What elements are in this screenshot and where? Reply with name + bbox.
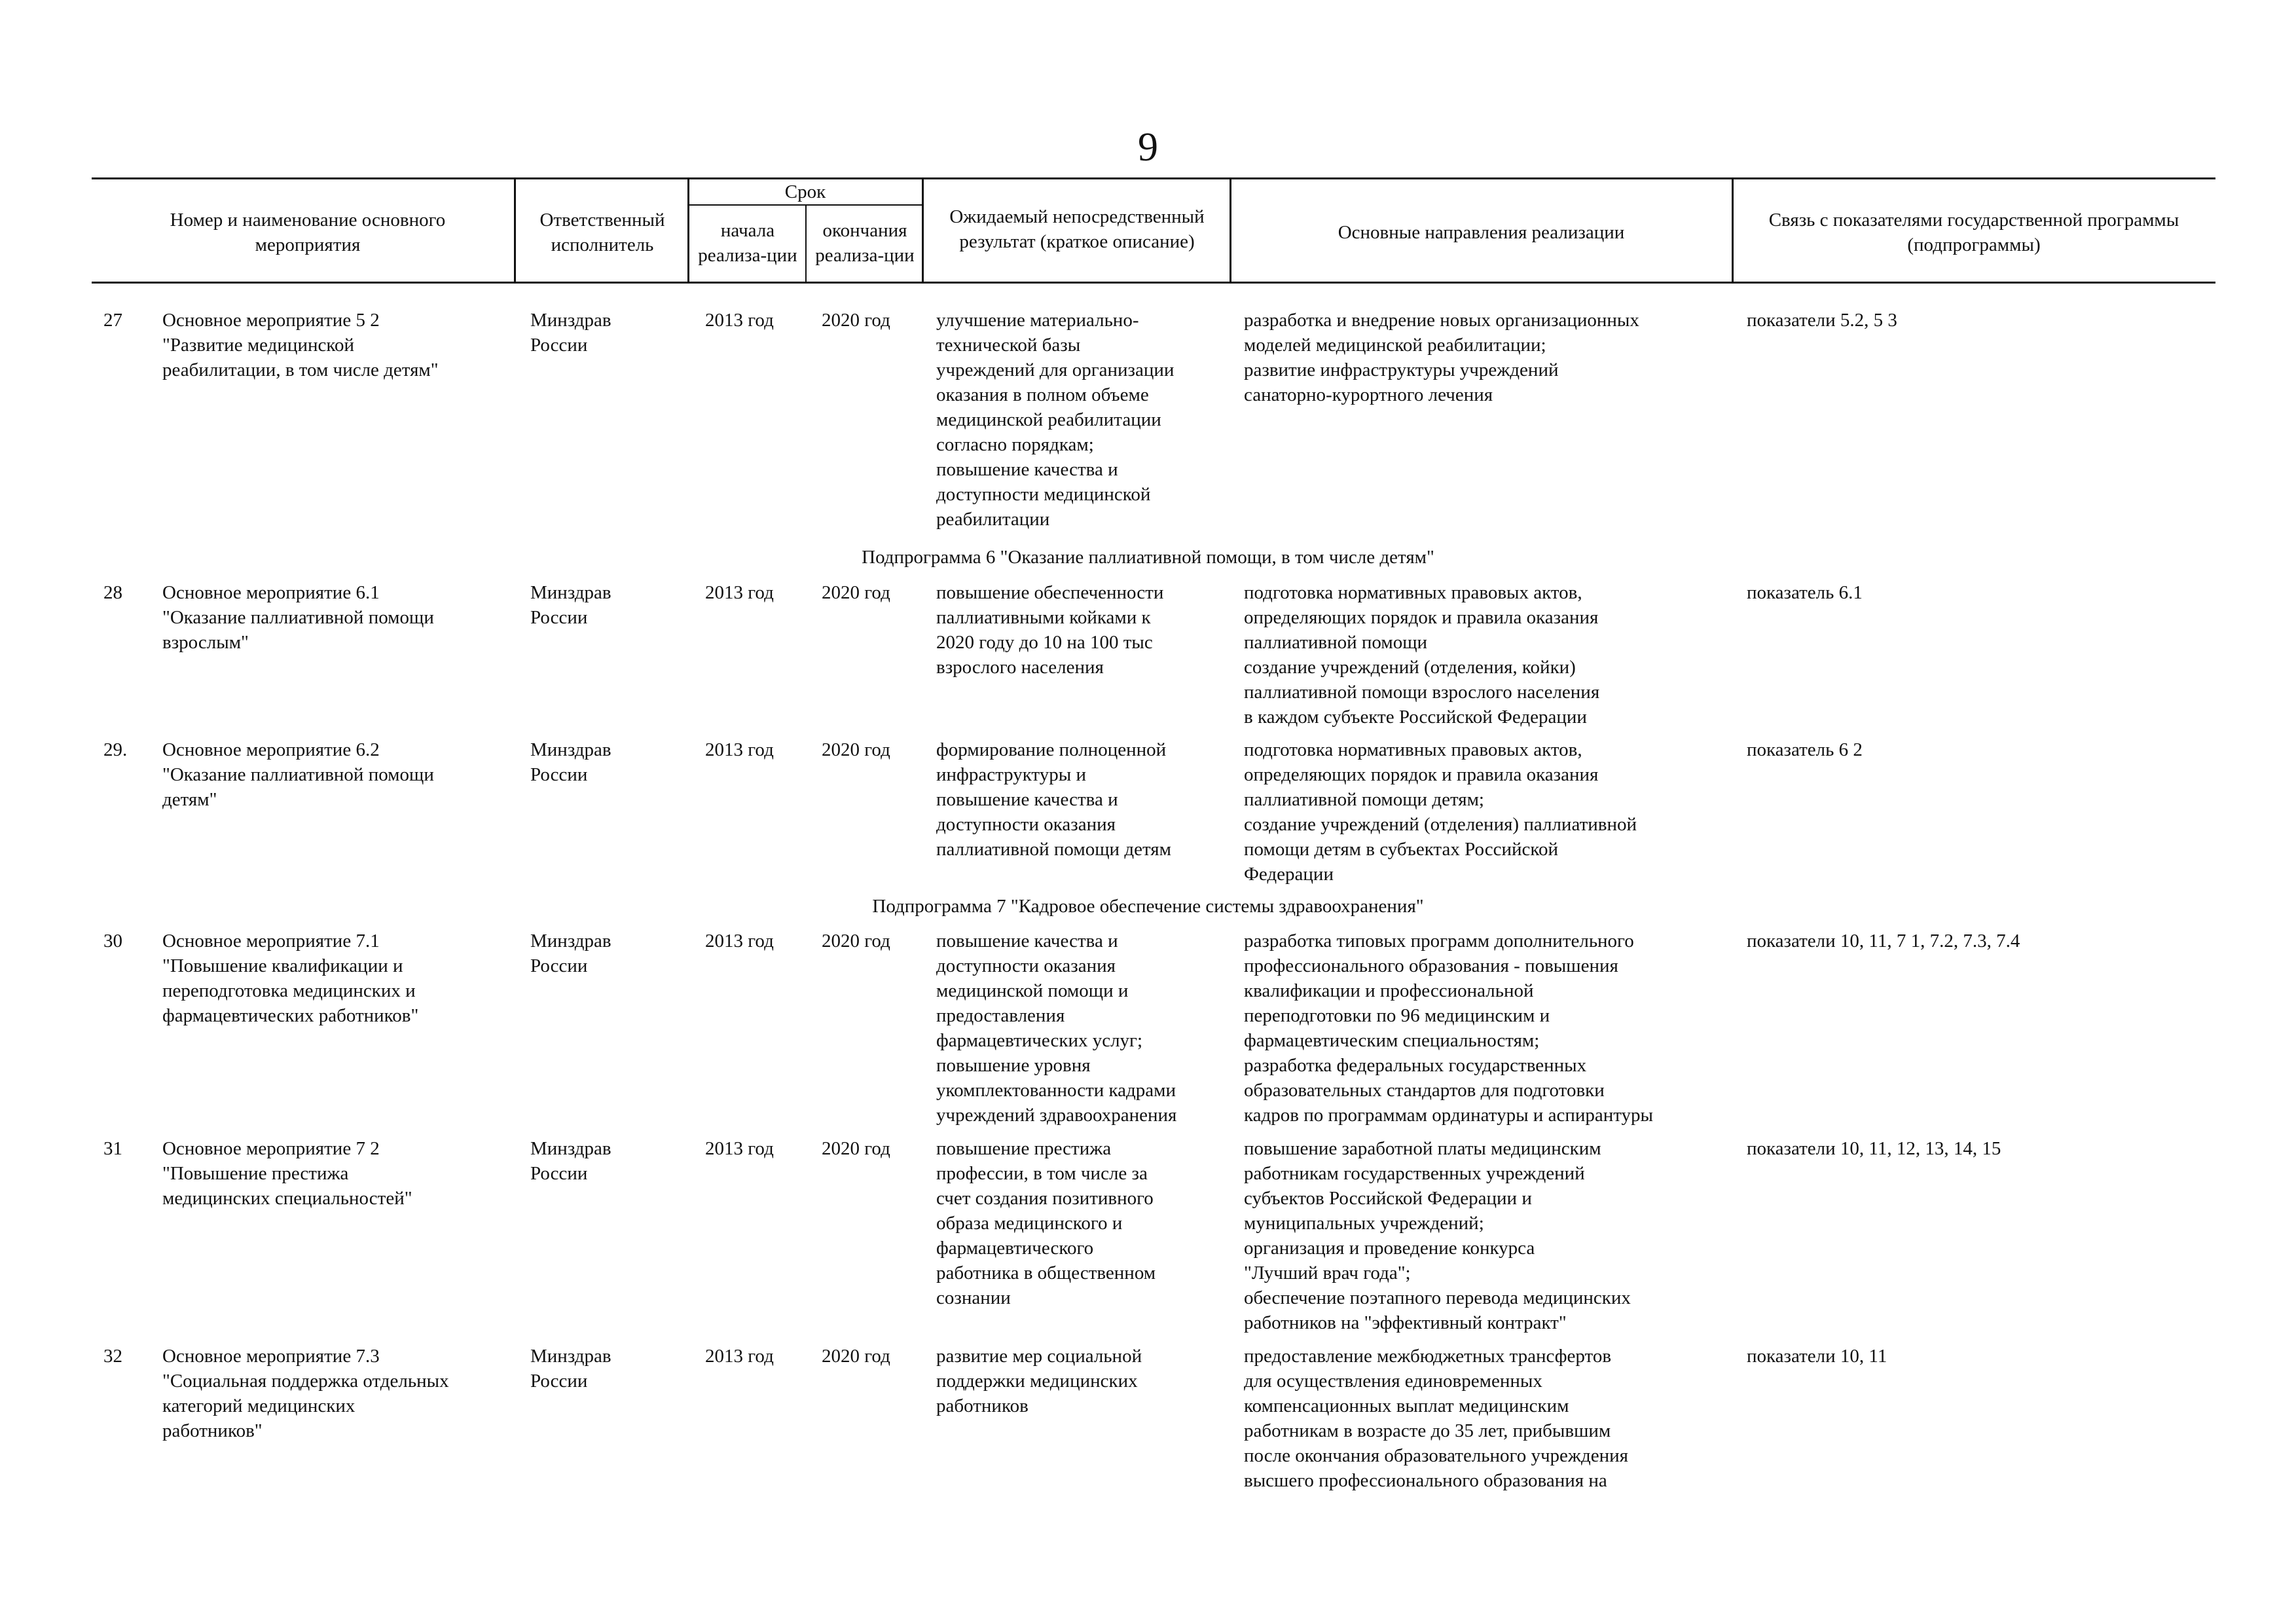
row-indicator-link: показатели 10, 11, 7 1, 7.2, 7.3, 7.4: [1747, 931, 2020, 951]
row-number: 30: [103, 931, 122, 951]
row-indicator-link: показатель 6.1: [1747, 582, 1863, 603]
row-directions: разработка и внедрение новых организационных моделей медицинской реабилитации; развитие инфраструктуры учреждений санаторно-курортного лечения: [1244, 310, 1639, 405]
row-directions: повышение заработной платы медицинским работникам государственных учреждений субъектов Российской Федерации и муниципальных учреждений; организация и проведение конкурса "Лучший врач года"; обеспечение поэтапного перевода медицинских работников на "эффективный контракт": [1244, 1138, 1631, 1333]
row-activity-name: Основное мероприятие 6.1 "Оказание паллиативной помощи взрослым": [162, 582, 434, 653]
row-number: 31: [103, 1138, 122, 1159]
row-expected-result: повышение престижа профессии, в том числе за счет создания позитивного образа медицинского и фармацевтического работника в общественном сознании: [936, 1138, 1156, 1308]
row-directions: подготовка нормативных правовых актов, определяющих порядок и правила оказания паллиативной помощи детям; создание учреждений (отделения) паллиативной помощи детям в субъектах Российской Федерации: [1244, 739, 1637, 885]
header-result: Ожидаемый непосредственный результат (краткое описание): [949, 206, 1205, 252]
row-end-year: 2020 год: [822, 582, 890, 603]
row-activity-name: Основное мероприятие 5 2 "Развитие медицинской реабилитации, в том числе детям": [162, 310, 439, 380]
row-directions: разработка типовых программ дополнительного профессионального образования - повышения квалификации и профессиональной переподготовки по 96 медицинским и фармацевтическим специальностям; разработка федеральных государственных образовательных стандартов для подготовки кадров по программам ординатуры и аспирантуры: [1244, 931, 1654, 1126]
header-top-rule: [92, 177, 2215, 179]
header-term-divider: [805, 204, 807, 282]
row-start-year: 2013 год: [705, 739, 774, 760]
header-divider-2: [687, 179, 689, 282]
header-start: начала реализа-ции: [698, 220, 797, 266]
row-indicator-link: показатели 5.2, 5 3: [1747, 310, 1897, 331]
row-responsible: Минздрав России: [530, 310, 611, 356]
row-expected-result: улучшение материально- технической базы учреждений для организации оказания в полном объеме медицинской реабилитации согласно порядкам; повышение качества и доступности медицинской реабилитации: [936, 310, 1175, 530]
row-expected-result: формирование полноценной инфраструктуры и повышение качества и доступности оказания паллиативной помощи детям: [936, 739, 1171, 860]
row-responsible: Минздрав России: [530, 1138, 611, 1184]
row-number: 29.: [103, 739, 128, 760]
header-link: Связь с показателями государственной программы (подпрограммы): [1768, 210, 2179, 255]
row-expected-result: повышение качества и доступности оказания медицинской помощи и предоставления фармацевтических услуг; повышение уровня укомплектованности кадрами учреждений здравоохранения: [936, 931, 1177, 1126]
row-responsible: Минздрав России: [530, 739, 611, 785]
row-directions: предоставление межбюджетных трансфертов для осуществления единовременных компенсационных выплат медицинским работникам в возрасте до 35 лет, прибывшим после окончания образовательного учреждения высшего профессионального образования на: [1244, 1346, 1628, 1491]
row-directions: подготовка нормативных правовых актов, определяющих порядок и правила оказания паллиативной помощи создание учреждений (отделения, койки) паллиативной помощи взрослого населения в каждом субъекте Российской Федерации: [1244, 582, 1600, 728]
row-end-year: 2020 год: [822, 1138, 890, 1159]
row-responsible: Минздрав России: [530, 931, 611, 976]
row-indicator-link: показатель 6 2: [1747, 739, 1863, 760]
row-indicator-link: показатели 10, 11, 12, 13, 14, 15: [1747, 1138, 2001, 1159]
row-activity-name: Основное мероприятие 7.1 "Повышение квалификации и переподготовка медицинских и фармацевтических работников": [162, 931, 419, 1026]
row-responsible: Минздрав России: [530, 582, 611, 628]
row-end-year: 2020 год: [822, 739, 890, 760]
header-divider-3: [922, 179, 924, 282]
row-number: 27: [103, 310, 122, 331]
row-end-year: 2020 год: [822, 1346, 890, 1367]
row-indicator-link: показатели 10, 11: [1747, 1346, 1887, 1367]
row-start-year: 2013 год: [705, 1138, 774, 1159]
row-number: 28: [103, 582, 122, 603]
header-divider-4: [1230, 179, 1231, 282]
header-name: Номер и наименование основного мероприятия: [170, 210, 446, 255]
header-divider-1: [514, 179, 516, 282]
row-start-year: 2013 год: [705, 1346, 774, 1367]
row-start-year: 2013 год: [705, 582, 774, 603]
row-activity-name: Основное мероприятие 7 2 "Повышение престижа медицинских специальностей": [162, 1138, 412, 1209]
row-expected-result: повышение обеспеченности паллиативными койками к 2020 году до 10 на 100 тыс взрослого населения: [936, 582, 1164, 678]
subprogram-7-title: Подпрограмма 7 "Кадровое обеспечение системы здравоохранения": [872, 896, 1424, 917]
header-responsible: Ответственный исполнитель: [539, 210, 665, 255]
row-expected-result: развитие мер социальной поддержки медицинских работников: [936, 1346, 1142, 1416]
row-start-year: 2013 год: [705, 931, 774, 951]
header-term: Срок: [784, 181, 826, 202]
subprogram-6-title: Подпрограмма 6 "Оказание паллиативной помощи, в том числе детям": [862, 547, 1434, 568]
page-number: 9: [1138, 125, 1158, 170]
header-directions: Основные направления реализации: [1338, 222, 1625, 243]
row-responsible: Минздрав России: [530, 1346, 611, 1392]
header-end: окончания реализа-ции: [815, 220, 915, 266]
row-activity-name: Основное мероприятие 7.3 "Социальная поддержка отдельных категорий медицинских работников": [162, 1346, 449, 1441]
row-activity-name: Основное мероприятие 6.2 "Оказание паллиативной помощи детям": [162, 739, 434, 810]
header-divider-5: [1732, 179, 1734, 282]
row-start-year: 2013 год: [705, 310, 774, 331]
row-end-year: 2020 год: [822, 310, 890, 331]
row-number: 32: [103, 1346, 122, 1367]
header-bottom-rule: [92, 282, 2215, 284]
row-end-year: 2020 год: [822, 931, 890, 951]
